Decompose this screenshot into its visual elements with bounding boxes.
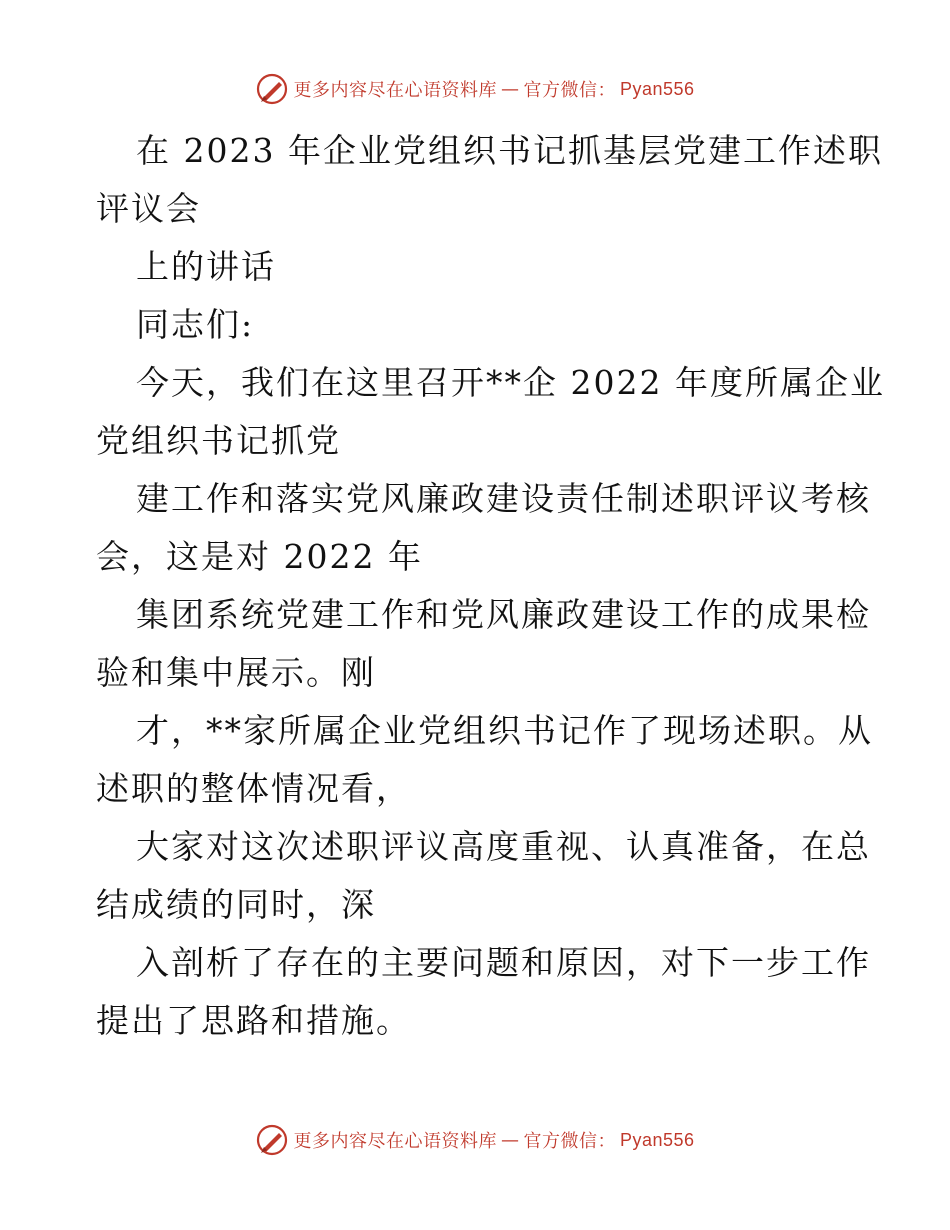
paragraph-line: 今天，我们在这里召开**企 2022 年度所属企业 <box>136 363 885 402</box>
document-body <box>96 122 885 1050</box>
pen-circle-logo-icon <box>255 1123 289 1157</box>
paragraph-line: 才，**家所属企业党组织书记作了现场述职。从 <box>136 711 873 750</box>
paragraph-line: 党组织书记抓党 <box>96 421 341 460</box>
header-banner-separator: — <box>500 78 520 100</box>
salutation: 同志们: <box>136 305 255 344</box>
paragraph-line: 提出了思路和措施。 <box>96 1001 411 1040</box>
title-line-3: 上的讲话 <box>136 247 276 286</box>
header-banner-text: 更多内容尽在心语资料库 <box>293 80 497 101</box>
footer-banner-separator: — <box>500 1129 520 1151</box>
paragraph-line: 结成绩的同时，深 <box>96 885 376 924</box>
paragraph-line: 大家对这次述职评议高度重视、认真准备，在总 <box>136 827 871 866</box>
footer-wechat-label: 官方微信： <box>523 1131 616 1152</box>
paragraph-line: 验和集中展示。刚 <box>96 653 376 692</box>
footer-banner <box>0 1123 950 1157</box>
header-banner <box>0 72 950 106</box>
header-wechat-handle: Pyan556 <box>619 78 695 99</box>
paragraph-line: 集团系统党建工作和党风廉政建设工作的成果检 <box>136 595 871 634</box>
title-line-1: 在 2023 年企业党组织书记抓基层党建工作述职 <box>136 131 883 170</box>
paragraph-line: 建工作和落实党风廉政建设责任制述职评议考核 <box>136 479 871 518</box>
header-wechat-label: 官方微信： <box>523 80 616 101</box>
paragraph-line: 会，这是对 2022 年 <box>96 537 423 576</box>
title-line-2: 评议会 <box>96 189 201 228</box>
paragraph-line: 入剖析了存在的主要问题和原因，对下一步工作 <box>136 943 871 982</box>
footer-wechat-handle: Pyan556 <box>619 1129 695 1150</box>
footer-banner-text: 更多内容尽在心语资料库 <box>293 1131 497 1152</box>
paragraph-line: 述职的整体情况看， <box>96 769 411 808</box>
pen-circle-logo-icon <box>255 72 289 106</box>
